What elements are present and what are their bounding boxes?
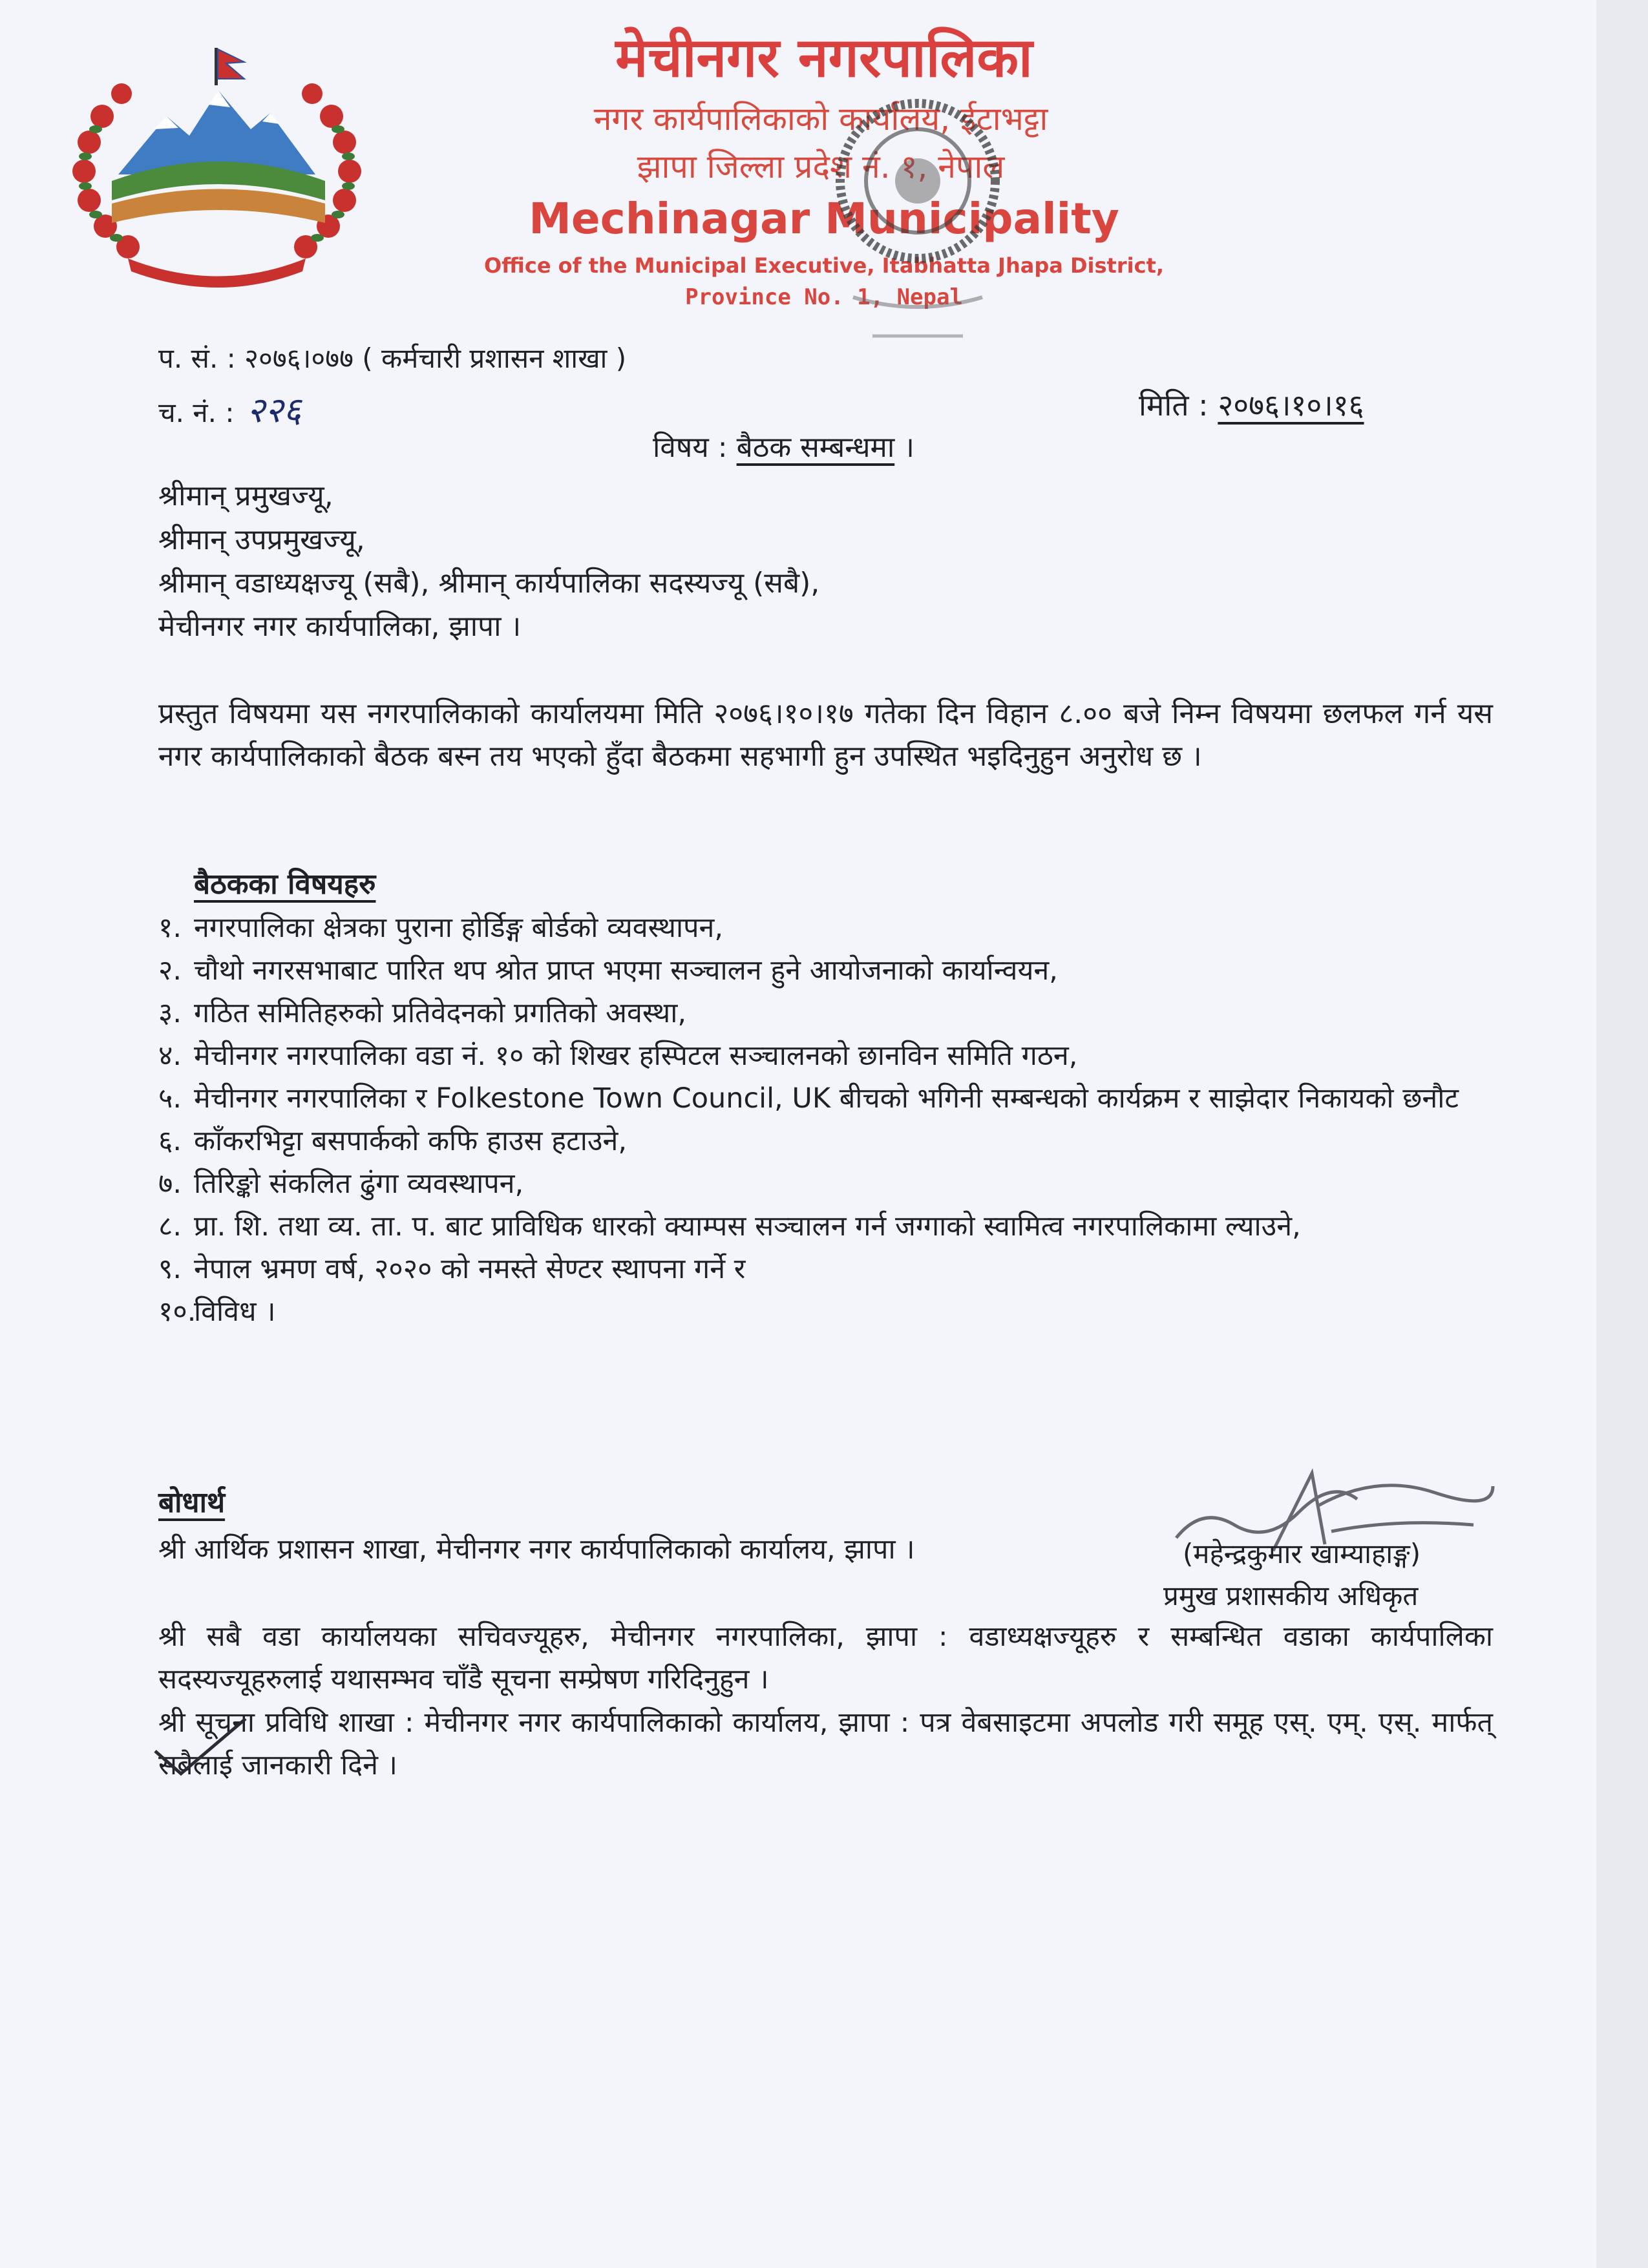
letterhead-address-np: झापा जिल्ला प्रदेश नं. १, नेपाल [637, 148, 1005, 185]
agenda-item-text: गठित समितिहरुको प्रतिवेदनको प्रगतिको अवस्था, [194, 997, 687, 1029]
agenda-item [158, 1034, 1493, 1077]
agenda-item [158, 1162, 1493, 1205]
signatory-name: (महेन्द्रकुमार खाम्याहाङ्ग) [1183, 1538, 1421, 1570]
agenda-item [158, 949, 1493, 992]
letterhead-office-np: नगर कार्यपालिकाको कार्यालय, ईटाभट्टा [593, 100, 1048, 138]
cc-line [158, 1615, 1493, 1701]
addressee-line: श्रीमान् प्रमुखज्यू, [158, 479, 333, 512]
agenda-item-number: ४. [158, 1040, 182, 1072]
letter-subject [653, 426, 914, 465]
addressee-line: श्रीमान् वडाध्यक्षज्यू (सबै), श्रीमान् कार्यपालिका सदस्यज्यू (सबै), [158, 567, 820, 600]
subject-end: । [894, 431, 914, 464]
addressee-line: श्रीमान् उपप्रमुखज्यू, [158, 523, 365, 556]
agenda-heading: बैठकका विषयहरु [194, 868, 376, 901]
date-value: २०७६।१०।१६ [1218, 388, 1364, 423]
agenda-item-number: १०. [158, 1296, 196, 1328]
agenda-item-number: ९. [158, 1253, 182, 1285]
letterhead-province-en: Province No. 1, Nepal [685, 284, 963, 310]
agenda-item [158, 1205, 1493, 1248]
agenda-item [158, 1120, 1493, 1162]
agenda-list [158, 907, 1493, 1333]
agenda-item-number: ६. [158, 1125, 182, 1157]
agenda-item [158, 992, 1493, 1034]
agenda-item-text: नेपाल भ्रमण वर्ष, २०२० को नमस्ते सेण्टर स्थापना गर्ने र [194, 1253, 746, 1285]
agenda-item-text: मेचीनगर नगरपालिका र Folkestone Town Council, UK बीचको भगिनी सम्बन्धको कार्यक्रम र साझेदार निकायको छनौट [194, 1082, 1459, 1115]
cc-line: श्री आर्थिक प्रशासन शाखा, मेचीनगर नगर कार्यपालिकाको कार्यालय, झापा । [158, 1533, 915, 1566]
date-label: मिति : [1139, 388, 1209, 423]
agenda-item-number: १. [158, 912, 182, 944]
cc-line-text: श्री सूचना प्रविधि शाखा : मेचीनगर नगर कार्यपालिकाको कार्यालय, झापा : पत्र वेबसाइटमा अपलोड गरी समूह एस्. एम्. एस्. मार्फत् सबैलाई जानकारी दिने । [158, 1706, 1493, 1781]
chalani-number [158, 384, 301, 432]
agenda-item [158, 907, 1493, 949]
agenda-item-text: तिरिङ्को संकलित ढुंगा व्यवस्थापन, [194, 1168, 524, 1200]
body-paragraph: प्रस्तुत विषयमा यस नगरपालिकाको कार्यालयमा मिति २०७६।१०।१७ गतेका दिन विहान ८.०० बजे निम्न विषयमा छलफल गर्न यस नगर कार्यपालिकाको बैठक बस्न तय भएको हुँदा बैठकमा सहभागी हुन उपस्थित भइदिनुहुन अनुरोध छ । [158, 697, 1493, 773]
cc-heading: बोधार्थ [158, 1486, 226, 1519]
letterhead-title-en: Mechinagar Municipality [529, 194, 1119, 244]
checkmark-icon [149, 1712, 252, 1783]
agenda-item [158, 1077, 1493, 1120]
agenda-item-text: विविध । [194, 1296, 276, 1328]
patra-sankhya: प. सं. : २०७६।०७७ ( कर्मचारी प्रशासन शाखा ) [158, 342, 627, 374]
addressee-line: मेचीनगर नगर कार्यपालिका, झापा । [158, 610, 522, 643]
agenda-item-number: ५. [158, 1082, 182, 1115]
cc-line-text: श्री सबै वडा कार्यालयका सचिवज्यूहरु, मेचीनगर नगरपालिका, झापा : वडाध्यक्षज्यूहरु र सम्बन्धित वडाका कार्यपालिका सदस्यज्यूहरुलाई यथासम्भव चाँडै सूचना सम्प्रेषण गरिदिनुहुन । [158, 1621, 1493, 1696]
subject-label: विषय : [653, 431, 728, 464]
agenda-item-text: काँकरभिट्टा बसपार्कको कफि हाउस हटाउने, [194, 1125, 627, 1157]
agenda-item [158, 1248, 1493, 1290]
agenda-item-text: चौथो नगरसभाबाट पारित थप श्रोत प्राप्त भएमा सञ्चालन हुने आयोजनाको कार्यान्वयन, [194, 954, 1058, 987]
agenda-item-number: ७. [158, 1168, 182, 1200]
agenda-item-number: ३. [158, 997, 182, 1029]
agenda-item-text: नगरपालिका क्षेत्रका पुराना होर्डिङ्ग बोर्डको व्यवस्थापन, [194, 912, 724, 944]
cc-line [158, 1701, 1493, 1787]
letter-date [1139, 384, 1364, 425]
letterhead-office-en: Office of the Municipal Executive, Itabhatta Jhapa District, [483, 253, 1165, 278]
chalani-label: च. नं. : [158, 397, 235, 428]
signatory-title: प्रमुख प्रशासकीय अधिकृत [1163, 1580, 1419, 1612]
letterhead-title-np: मेचीनगर नगरपालिका [615, 26, 1033, 89]
agenda-item [158, 1290, 1493, 1333]
agenda-item-number: ८. [158, 1210, 182, 1243]
official-stamp-icon [801, 84, 1034, 368]
chalani-value: २२६ [246, 390, 302, 430]
agenda-item-text: मेचीनगर नगरपालिका वडा नं. १० को शिखर हस्पिटल सञ्चालनको छानविन समिति गठन, [194, 1040, 1078, 1072]
agenda-item-text: प्रा. शि. तथा व्य. ता. प. बाट प्राविधिक धारको क्याम्पस सञ्चालन गर्न जग्गाको स्वामित्व नगरपालिकामा ल्याउने, [194, 1210, 1301, 1243]
subject-text: बैठक सम्बन्धमा [736, 431, 895, 464]
agenda-item-number: २. [158, 954, 182, 987]
page-edge-shadow [1596, 0, 1648, 2268]
